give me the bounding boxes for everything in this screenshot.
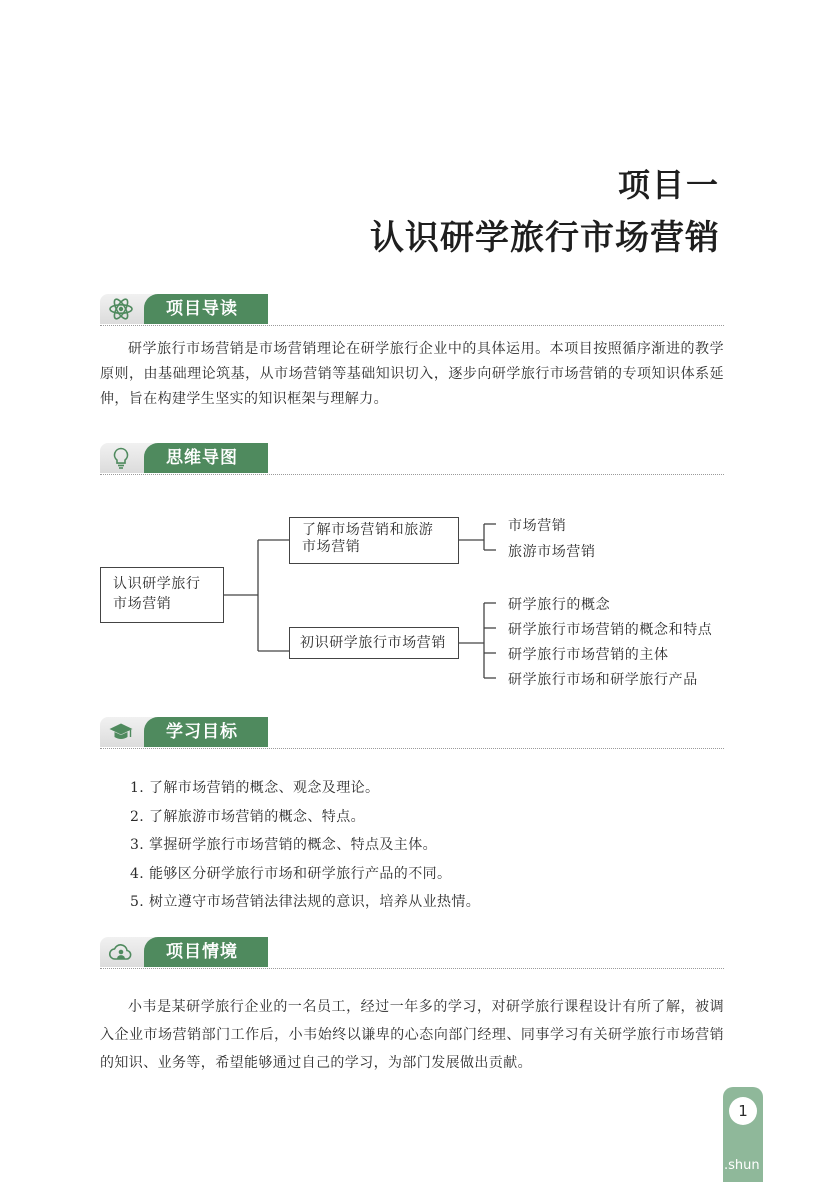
mindmap-leaf: 研学旅行市场营销的主体: [508, 647, 669, 663]
project-number: 项目一: [617, 166, 720, 204]
mindmap-leaf: 研学旅行市场营销的概念和特点: [508, 622, 713, 638]
list-item: 2. 了解旅游市场营销的概念、特点。: [130, 808, 366, 825]
section-title-mindmap: 思维导图: [144, 443, 268, 473]
list-item: 5. 树立遵守市场营销法律法规的意识，培养从业热情。: [130, 894, 481, 910]
section-title-scenario: 项目情境: [144, 937, 268, 967]
scenario-paragraph: 小韦是某研学旅行企业的一名员工，经过一年多的学习，对研学旅行课程设计有所了解，被调入企业市场营销部门工作后，小韦始终以谦卑的心态向部门经理、同事学习有关研学旅行市场营销的知识、业务等，希望能够通过自己的学习，为部门发展做出贡献。: [100, 999, 724, 1071]
mindmap-branch-1: 了解市场营销和旅游市场营销: [289, 517, 459, 564]
mindmap-root: 认识研学旅行市场营销: [100, 567, 224, 623]
goals-list: [130, 774, 480, 917]
section-header-goals: [100, 717, 724, 749]
project-title: 认识研学旅行市场营销: [370, 218, 720, 258]
watermark-text: .shun: [724, 1158, 760, 1173]
mindmap-leaf: 研学旅行市场和研学旅行产品: [508, 672, 698, 688]
section-title-intro: 项目导读: [144, 294, 268, 324]
section-header-scenario: [100, 937, 724, 969]
intro-paragraph: 研学旅行市场营销是市场营销理论在研学旅行企业中的具体运用。本项目按照循序渐进的教学原则，由基础理论筑基，从市场营销等基础知识切入，逐步向研学旅行市场营销的专项知识体系延伸，旨在构建学生坚实的知识框架与理解力。: [100, 341, 724, 407]
list-item: 4. 能够区分研学旅行市场和研学旅行产品的不同。: [130, 865, 452, 882]
section-title-goals: 学习目标: [144, 717, 268, 747]
page-number: 1: [729, 1097, 757, 1125]
graduation-cap-icon: [108, 720, 134, 744]
mindmap-leaf: 研学旅行的概念: [508, 597, 611, 613]
list-item: 3. 掌握研学旅行市场营销的概念、特点及主体。: [130, 837, 438, 853]
mindmap-leaf: 旅游市场营销: [508, 544, 596, 560]
cloud-person-icon: [108, 940, 134, 964]
mindmap-leaf: 市场营销: [508, 518, 567, 534]
mindmap-branch-2: 初识研学旅行市场营销: [289, 627, 459, 659]
list-item: 1. 了解市场营销的概念、观念及理论。: [130, 780, 380, 796]
